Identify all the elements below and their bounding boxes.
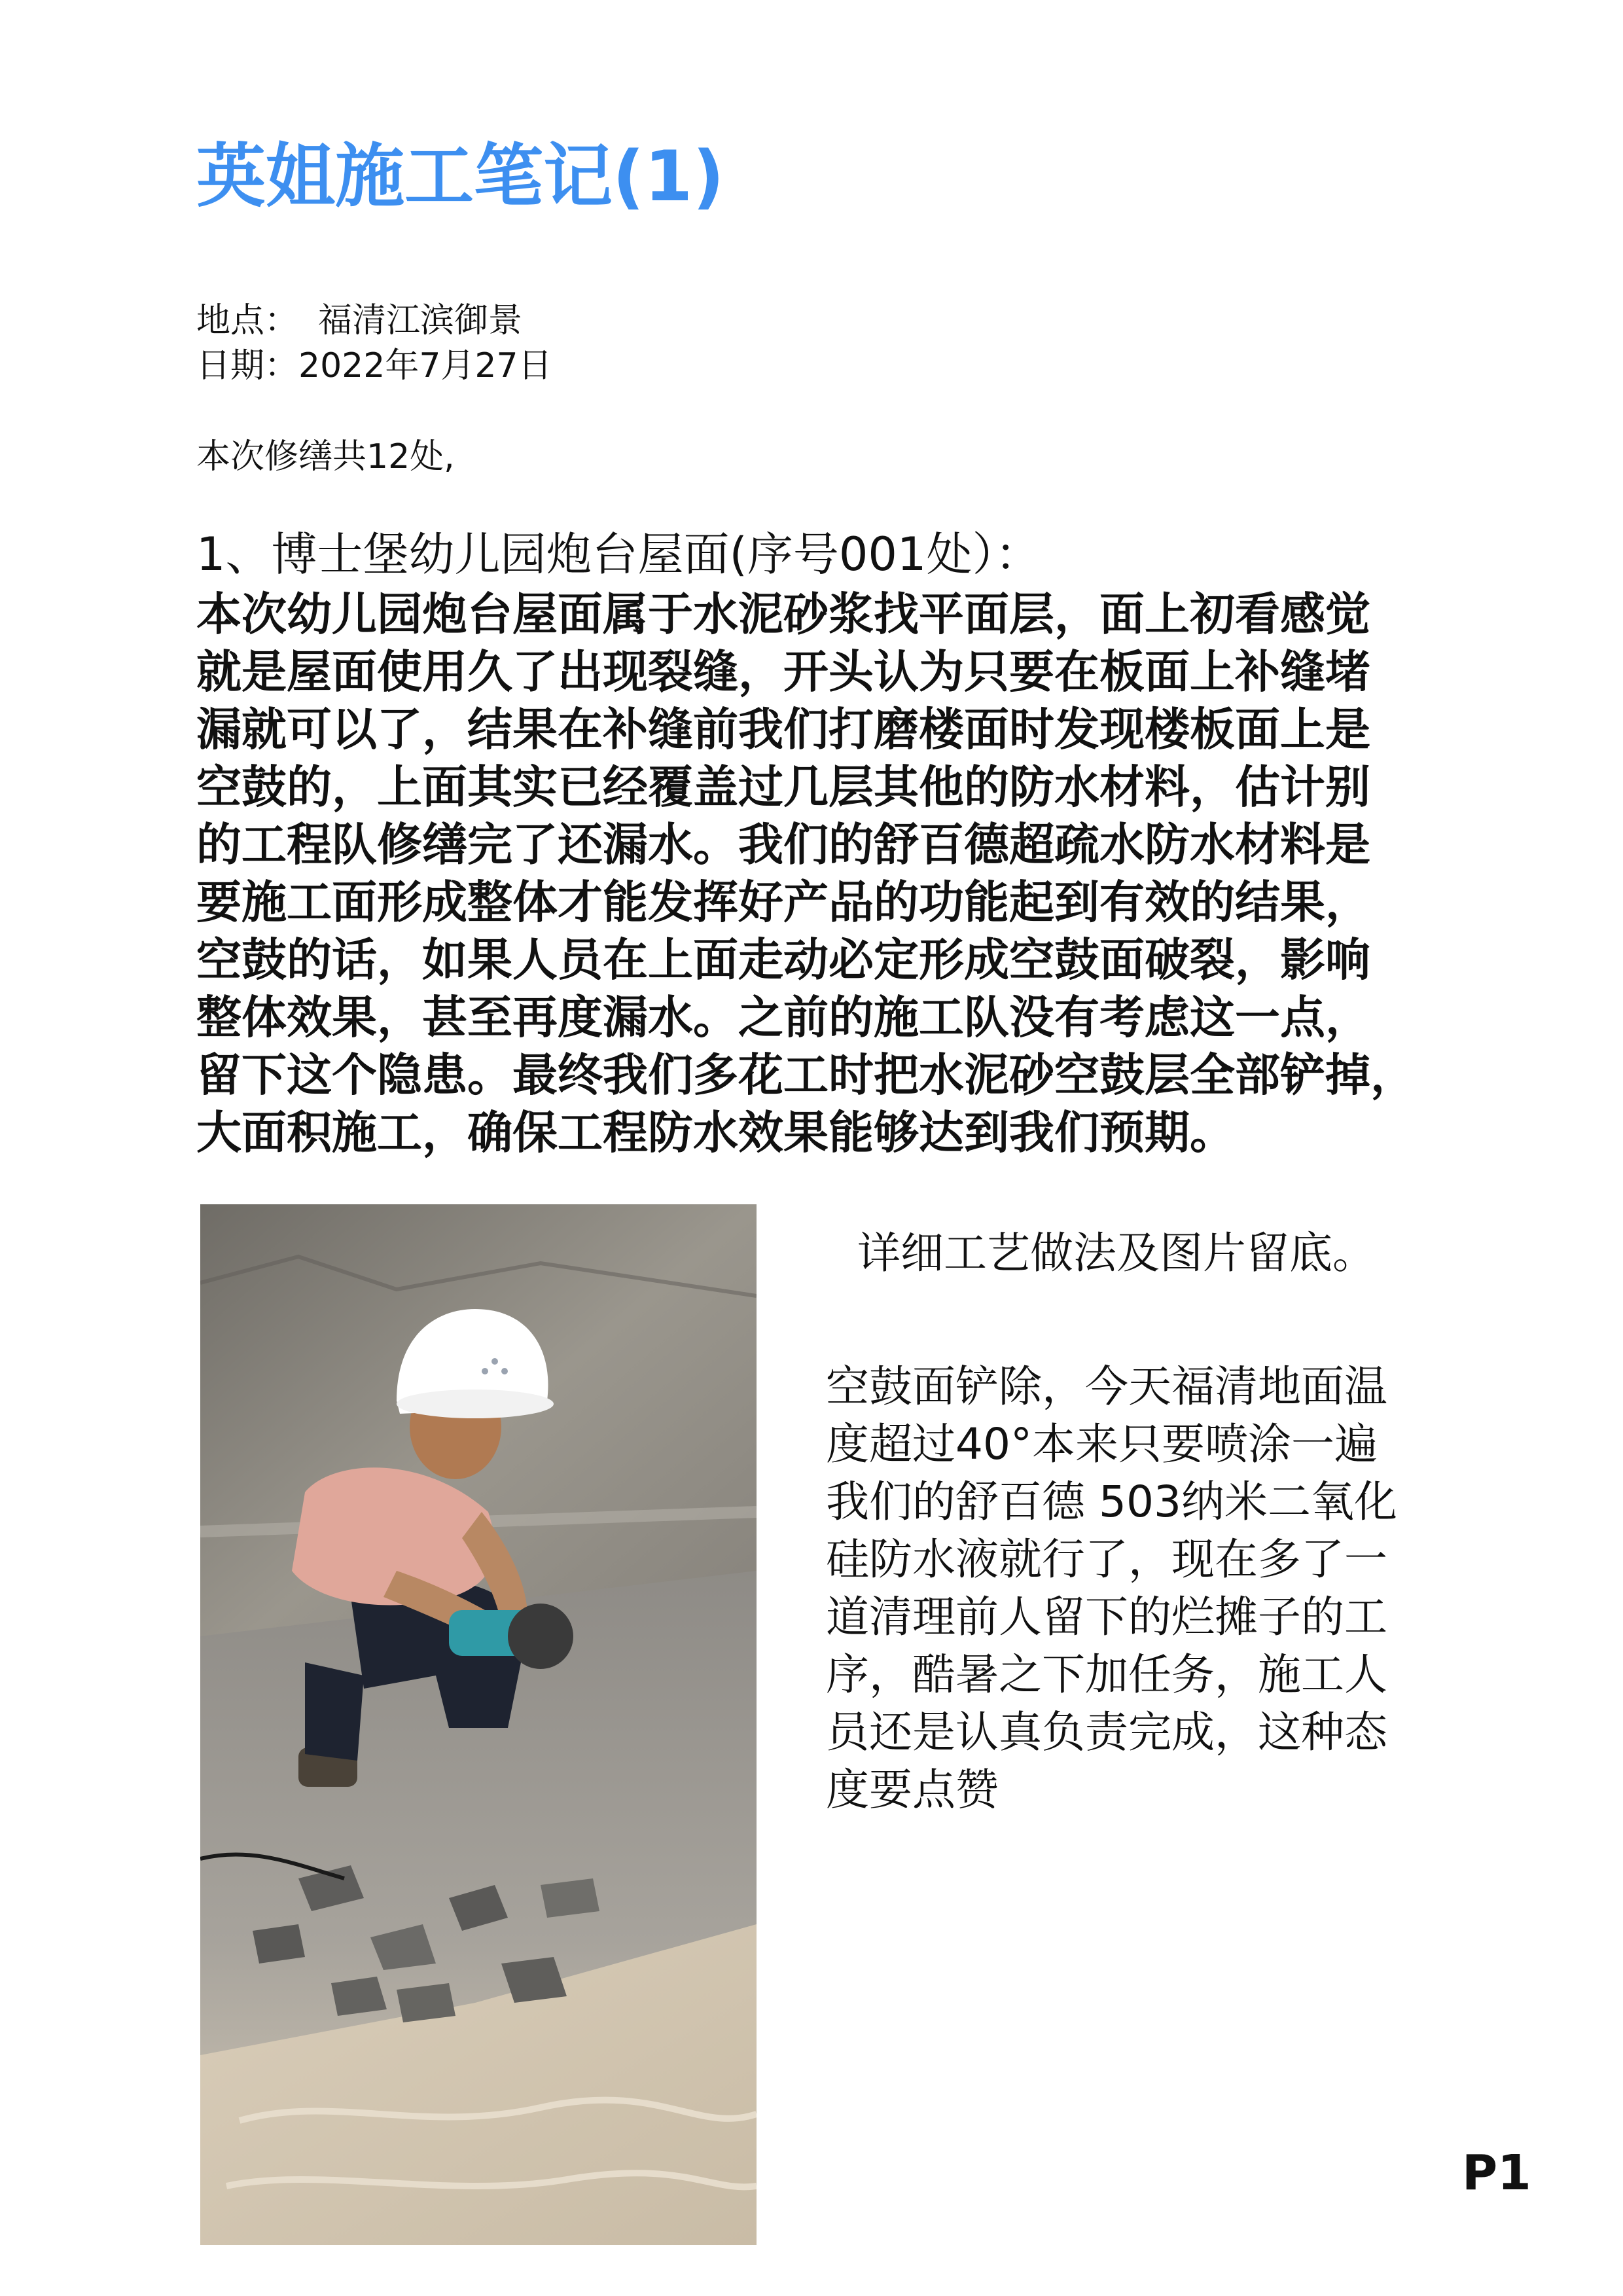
- paragraph-line: 空鼓的话，如果人员在上面走动必定形成空鼓面破裂，影响: [196, 934, 1370, 986]
- paragraph-line: 留下这个隐患。最终我们多花工时把水泥砂空鼓层全部铲掉，: [196, 1049, 1416, 1102]
- paragraph-line: 漏就可以了，结果在补缝前我们打磨楼面时发现楼板面上是: [196, 704, 1370, 756]
- date-line: 日期：2022年7月27日: [196, 346, 552, 386]
- summary-line: 本次修缮共12处,: [196, 437, 455, 476]
- paragraph-line: 大面积施工，确保工程防水效果能够达到我们预期。: [196, 1107, 1235, 1159]
- paragraph-line: 空鼓的，上面其实已经覆盖过几层其他的防水材料，估计别: [196, 761, 1370, 814]
- location-label: 地点：: [196, 301, 299, 340]
- worker-photo: [200, 1204, 757, 2245]
- side-line: 度要点赞: [826, 1765, 999, 1815]
- main-paragraph: [196, 586, 1518, 1162]
- location-line: [196, 298, 522, 344]
- side-line: 我们的舒百德 503纳米二氧化: [826, 1477, 1397, 1527]
- paragraph-line: 本次幼儿园炮台屋面属于水泥砂浆找平面层，面上初看感觉: [196, 588, 1370, 641]
- paragraph-line: 整体效果，甚至再度漏水。之前的施工队没有考虑这一点，: [196, 992, 1370, 1044]
- side-line: 硅防水液就行了，现在多了一: [826, 1534, 1387, 1585]
- paragraph-line: 的工程队修缮完了还漏水。我们的舒百德超疏水防水材料是: [196, 819, 1370, 871]
- location-value: 福清江滨御景: [318, 301, 523, 340]
- page-title: 英姐施工笔记(1): [196, 136, 724, 217]
- section-heading: 1、博士堡幼儿园炮台屋面(序号001处）：: [196, 528, 1041, 581]
- side-line: 空鼓面铲除，今天福清地面温: [826, 1361, 1387, 1412]
- side-line: 度超过40°本来只要喷涂一遍: [826, 1419, 1378, 1469]
- side-line: 道清理前人留下的烂摊子的工: [826, 1592, 1387, 1642]
- paragraph-line: 就是屋面使用久了出现裂缝，开头认为只要在板面上补缝堵: [196, 646, 1370, 698]
- side-line: 序，酷暑之下加任务，施工人: [826, 1649, 1387, 1700]
- side-paragraph: [826, 1358, 1480, 1819]
- photo-caption: 详细工艺做法及图片留底。: [857, 1228, 1376, 1278]
- page-number: P1: [1462, 2145, 1531, 2201]
- side-line: 员还是认真负责完成，这种态: [826, 1707, 1387, 1757]
- paragraph-line: 要施工面形成整体才能发挥好产品的功能起到有效的结果，: [196, 876, 1370, 929]
